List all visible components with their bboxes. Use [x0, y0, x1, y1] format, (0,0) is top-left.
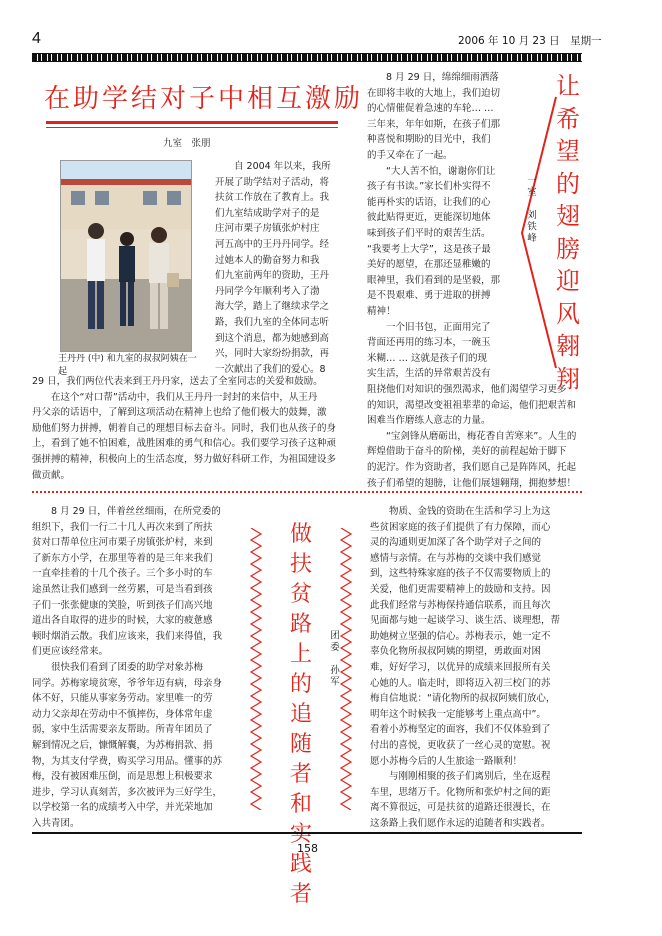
article2-column-top — [367, 70, 503, 382]
photo-caption: 王丹丹 (中) 和九室的叔叔阿姨在一起 — [58, 354, 197, 377]
title-char: 让 — [556, 72, 580, 100]
title-char: 贫 — [289, 582, 312, 607]
article1-byline: 九室 张朋 — [163, 138, 211, 149]
text-line: 付出的喜悦，更收获了一丝心灵的宽慰。祝 — [370, 739, 551, 751]
article3-byline: 团委 孙军 — [328, 630, 339, 688]
text-line: 物，为其支付学费，购买学习用品。懂事的苏 — [32, 755, 223, 767]
text-line: 背面还再用的练习本，一碗玉 — [367, 337, 491, 349]
text-line: 孩子们希望的翅膀，让他们展翅翱翔，拥抱梦想！ — [367, 477, 577, 489]
title-char: 膀 — [556, 234, 580, 263]
issue-date: 2006 年 10 月 23 日 星期一 — [458, 35, 602, 47]
text-line: 到这个消息，都为她感到高 — [215, 332, 330, 344]
text-line: 8 月 29 日，伴着丝丝细雨，在所党委的 — [32, 506, 221, 517]
article1-column-full — [32, 374, 340, 483]
text-line: 灵的沟通则更加深了各个助学对子之间的 — [370, 537, 542, 549]
text-line: 些贫困家庭的孩子们提供了有力保障，而心 — [370, 521, 551, 533]
title-char: 者 — [289, 762, 312, 787]
title-char: 的 — [556, 169, 580, 198]
text-line: 解到情况之后，慷慨解囊，为苏梅捐款、捐 — [32, 739, 213, 751]
text-line: 开展了助学结对子活动，将 — [215, 176, 330, 188]
text-line: 能再朴实的话语，让我们的心 — [367, 196, 491, 208]
text-line: 与刚刚相聚的孩子们离别后，坐在返程 — [370, 771, 551, 783]
text-line: 的知识，渴望改变祖祖辈辈的命运，他们把艰苦和 — [367, 399, 577, 411]
text-line: 眼神里，我们看到的是坚毅，那 — [367, 274, 501, 286]
text-line: 体不好，只能从事家务劳动。家里唯一的劳 — [32, 693, 213, 705]
article3-column-right — [370, 504, 582, 831]
text-line: 8 月 29 日，绵绵细雨洒落 — [367, 72, 499, 83]
article1-title: 在助学结对子中相互激励 — [44, 84, 364, 114]
title-char: 实 — [289, 822, 312, 847]
text-line: 心她的人。临走时，即将迈入初三校门的苏 — [370, 677, 551, 689]
text-line: 味到孩子们平时的艰苦生活。 — [367, 227, 491, 239]
text-line: 孩子有书读。”家长们朴实得不 — [367, 181, 491, 193]
title-char: 者 — [289, 882, 312, 907]
text-line: “宝剑锋从磨砺出，梅花香自苦寒来”。人生的 — [367, 430, 577, 442]
title-char: 和 — [289, 792, 312, 817]
text-line: 种喜悦和期盼的目光中，我们 — [367, 134, 491, 146]
title-char: 望 — [556, 137, 580, 165]
text-line: 梅，没有被困难压倒，而是思想上积极要求 — [32, 771, 213, 783]
article2-column-full — [367, 382, 582, 491]
text-line: 这条路上我们愿作永远的追随者和实践者。 — [370, 817, 551, 829]
text-line: 同学。苏梅家境贫寒，爷爷年迈有病，母亲身 — [32, 677, 223, 689]
text-line: 29 日，我们两位代表来到王丹丹家，送去了全室同志的关爱和鼓励。 — [32, 376, 323, 387]
title-char: 翱 — [556, 332, 580, 360]
text-line: 是不畏艰难、勇于进取的拼搏 — [367, 290, 491, 302]
text-line: 入共青团。 — [32, 817, 80, 829]
title-char: 追 — [289, 702, 312, 727]
text-line: 组织下，我们一行二十几人再次来到了所扶 — [32, 521, 213, 533]
article3-zigzag-left — [249, 528, 263, 810]
text-line: 子们一张张健康的笑脸，听到孩子们高兴地 — [32, 599, 213, 611]
text-line: 离不算很远，可是扶贫的道路还很漫长，在 — [370, 802, 551, 814]
text-line: 进步，学习认真刻苦，多次被评为三好学生， — [32, 786, 223, 798]
title-char: 路 — [289, 612, 312, 637]
text-line: 精神！ — [367, 305, 396, 317]
text-line: 励他们努力拼搏，朝着自己的理想目标去奋斗。同时，我们也从孩子的身 — [32, 422, 337, 434]
text-line: 三年来，年年如斯，在孩子们那 — [367, 118, 501, 130]
text-line: 的心情催促着急速的车轮… … — [367, 103, 494, 115]
text-line: 困难当作磨练人意志的力量。 — [367, 415, 491, 427]
section-divider-dotted — [32, 491, 582, 493]
text-line: 辜负化物所叔叔阿姨的期望，勇敢面对困 — [370, 646, 542, 658]
text-line: 的泥泞。作为资助者，我们愿自己是阵阵风，托起 — [367, 461, 577, 473]
text-line: 感情与亲情。在与苏梅的交谈中我们感觉 — [370, 552, 542, 564]
text-line: 见面都与她一起谈学习、谈生活、谈理想，帮 — [370, 615, 561, 627]
text-line: 车里，思绪万千。化物所和张炉村之间的距 — [370, 786, 551, 798]
text-line: 很快我们看到了团委的助学对象苏梅 — [32, 661, 204, 673]
text-line: 阻挠他们对知识的强烈渴求，他们渴望学习更多 — [367, 384, 567, 395]
text-line: 辉煌借助于奋斗的阶梯，美好的前程起始于脚下 — [367, 446, 567, 458]
text-line: 在这个“对口帮”活动中，我们从王丹丹一封封的来信中，从王丹 — [32, 391, 318, 403]
text-line: 了新东方小学，在那里等着的是三年来我们 — [32, 552, 213, 564]
text-line: 途虽然让我们感到一丝劳累，可是当看到孩 — [32, 583, 213, 595]
text-line: 明年这个时候我一定能够考上重点高中”。 — [370, 708, 546, 720]
photo-illustration — [61, 161, 191, 351]
title-char: 迎 — [556, 267, 580, 295]
text-line: 自 2004 年以来，我所 — [215, 161, 331, 172]
text-line: 愿小苏梅今后的人生旅途一路顺利！ — [370, 755, 523, 767]
text-line: 助她树立坚强的信心。苏梅表示，她一定不 — [370, 630, 551, 642]
text-line: 美好的愿望，在那还显稚嫩的 — [367, 259, 491, 271]
text-line: 丹父亲的话语中，了解到这项活动在精神上也给了他们极大的鼓舞，激 — [32, 407, 327, 419]
title-underline-thin — [46, 127, 338, 128]
article3-zigzag-right — [339, 528, 353, 810]
title-char: 扶 — [289, 552, 312, 577]
text-line: “大人苦不怕，谢谢你们让 — [367, 165, 496, 177]
text-line: 庄河市栗子房镇张炉村庄 — [215, 223, 320, 235]
article1-photo — [60, 160, 192, 352]
text-line: 物质、金钱的资助在生活和学习上为这 — [370, 506, 551, 517]
text-line: “我要考上大学”，这是孩子最 — [367, 243, 491, 255]
text-line: 扶贫工作放在了教育上。我 — [215, 192, 330, 204]
text-line: 们九室结成助学对子的是 — [215, 207, 320, 219]
text-line: 难，好好学习，以优异的成绩来回报所有关 — [370, 661, 551, 673]
title-char: 践 — [289, 852, 312, 877]
title-char: 翔 — [556, 364, 580, 393]
footer-page-number: 158 — [297, 842, 318, 855]
text-line: 看着小苏梅坚定的面容，我们不仅体验到了 — [370, 724, 551, 736]
text-line: 一个旧书包，正面用完了 — [367, 321, 491, 333]
text-line: 一次献出了我们的爱心。8 — [215, 363, 326, 375]
text-line: 道出各自取得的进步的时候，大家的疲惫感 — [32, 615, 213, 627]
text-line: 河五高中的王丹丹同学。经 — [215, 238, 330, 250]
text-line: 们九室前两年的资助，王丹 — [215, 270, 330, 282]
text-line: 强拼搏的精神，积极向上的生活态度，努力做好科研工作，为祖国建设多 — [32, 453, 337, 465]
title-char: 随 — [289, 732, 312, 757]
page-number: 4 — [32, 30, 41, 47]
text-line: 以学校第一名的成绩考入中学，并光荣地加 — [32, 802, 213, 814]
text-line: 海大学，踏上了继续求学之 — [215, 301, 330, 313]
article1-column-right — [215, 159, 339, 377]
title-underline-thick — [46, 121, 338, 124]
text-line: 动力父亲却在劳动中不慎摔伤，身体常年虚 — [32, 708, 213, 720]
title-char: 上 — [289, 642, 312, 667]
footer-rule — [32, 832, 582, 834]
text-line: 上，看到了她不怕困难，战胜困难的勇气和信心。我们要学习孩子这种顽 — [32, 438, 337, 450]
text-line: 此我们经常与苏梅保持通信联系，而且每次 — [370, 599, 551, 611]
text-line: 一直牵挂着的十几个孩子。三个多小时的车 — [32, 568, 213, 580]
text-line: 做贡献。 — [32, 469, 71, 481]
text-line: 到，这些特殊家庭的孩子不仅需要物质上的 — [370, 568, 551, 580]
text-line: 米糊… … 这就是孩子们的现 — [367, 352, 488, 364]
text-line: 在即将丰收的大地上，我们迫切 — [367, 87, 501, 99]
text-line: 丹同学今年顺利考入了渤 — [215, 285, 320, 297]
article2-vertical-title — [553, 70, 583, 395]
text-line: 们更应该经常来。 — [32, 646, 109, 658]
text-line: 路，我们九室的全体同志听 — [215, 316, 330, 328]
title-char: 希 — [556, 104, 580, 133]
article2-byline: 一室 刘铁峰 — [525, 175, 536, 244]
text-line: 关爱，他们更需要精神上的鼓励和支持。因 — [370, 583, 551, 595]
text-line: 顿时烟消云散。我们应该来，我们来得值，我 — [32, 630, 223, 642]
title-char: 的 — [289, 672, 312, 697]
text-line: 兴，同时大家纷纷捐款，再 — [215, 348, 330, 360]
header-ornament-band — [32, 53, 582, 62]
title-char: 风 — [556, 299, 580, 328]
text-line: 弱，家中生活需要亲友帮助。所青年团员了 — [32, 724, 213, 736]
text-line: 彼此贴得更近，更能深切地体 — [367, 212, 491, 224]
text-line: 过她本人的勤奋努力和我 — [215, 254, 320, 266]
text-line: 贫对口帮单位庄河市栗子房镇张炉村，来到 — [32, 537, 213, 549]
text-line: 的手又牵在了一起。 — [367, 149, 453, 161]
title-char: 翅 — [556, 202, 580, 230]
article3-column-left — [32, 504, 244, 831]
text-line: 实生活，生活的异常艰苦没有 — [367, 368, 491, 380]
title-char: 做 — [289, 522, 312, 547]
text-line: 梅自信地说：“请化物所的叔叔阿姨们放心， — [370, 693, 556, 705]
